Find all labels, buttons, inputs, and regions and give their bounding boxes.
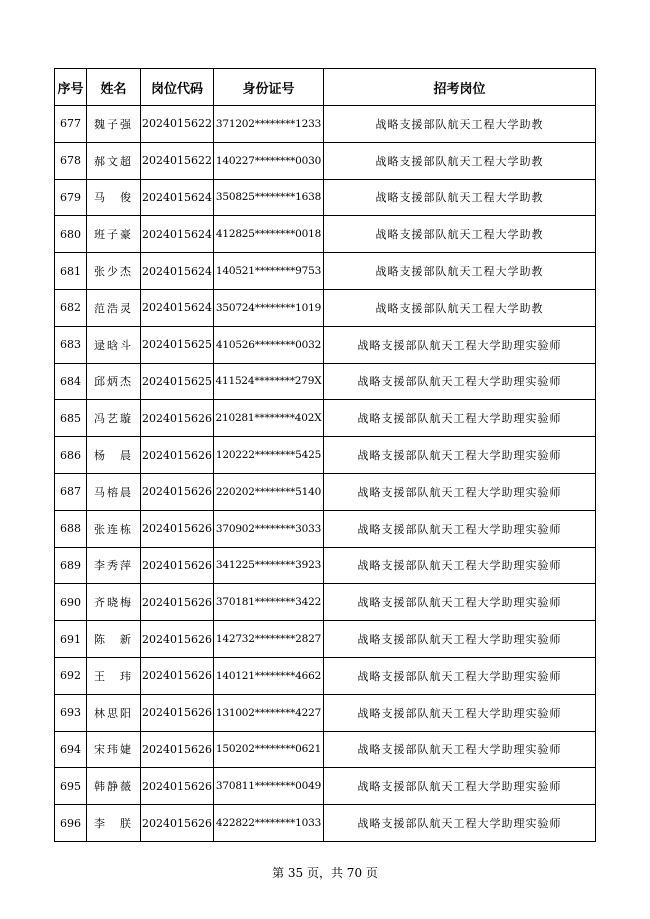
cell-serial-number: 686 [55, 437, 87, 474]
cell-recruitment-post: 战略支援部队航天工程大学助教 [324, 216, 596, 253]
table-row [55, 363, 596, 400]
cell-id-number: 411524********279X [214, 363, 324, 400]
cell-name: 张连栋 [87, 510, 141, 547]
cell-serial-number: 688 [55, 510, 87, 547]
cell-serial-number: 685 [55, 400, 87, 437]
cell-id-number: 210281********402X [214, 400, 324, 437]
cell-name: 魏子强 [87, 106, 141, 143]
cell-name: 郝文超 [87, 142, 141, 179]
cell-name: 李秀萍 [87, 547, 141, 584]
cell-post-code: 2024015626 [141, 805, 214, 842]
cell-recruitment-post: 战略支援部队航天工程大学助理实验师 [324, 621, 596, 658]
cell-id-number: 370181********3422 [214, 584, 324, 621]
cell-serial-number: 677 [55, 106, 87, 143]
cell-id-number: 140227********0030 [214, 142, 324, 179]
cell-post-code: 2024015626 [141, 437, 214, 474]
cell-id-number: 150202********0621 [214, 731, 324, 768]
cell-recruitment-post: 战略支援部队航天工程大学助理实验师 [324, 326, 596, 363]
cell-recruitment-post: 战略支援部队航天工程大学助理实验师 [324, 473, 596, 510]
cell-recruitment-post: 战略支援部队航天工程大学助理实验师 [324, 694, 596, 731]
table-row [55, 547, 596, 584]
table-row [55, 584, 596, 621]
cell-recruitment-post: 战略支援部队航天工程大学助教 [324, 106, 596, 143]
cell-id-number: 350825********1638 [214, 179, 324, 216]
cell-id-number: 370902********3033 [214, 510, 324, 547]
header-recruitment-post: 招考岗位 [324, 69, 596, 106]
cell-recruitment-post: 战略支援部队航天工程大学助理实验师 [324, 584, 596, 621]
cell-serial-number: 682 [55, 289, 87, 326]
cell-recruitment-post: 战略支援部队航天工程大学助理实验师 [324, 437, 596, 474]
table-row [55, 289, 596, 326]
table-row [55, 805, 596, 842]
cell-name: 林思阳 [87, 694, 141, 731]
cell-post-code: 2024015624 [141, 253, 214, 290]
table-row [55, 510, 596, 547]
cell-id-number: 220202********5140 [214, 473, 324, 510]
table-header-row [55, 69, 596, 106]
cell-serial-number: 692 [55, 657, 87, 694]
cell-serial-number: 679 [55, 179, 87, 216]
cell-serial-number: 696 [55, 805, 87, 842]
cell-name: 宋玮婕 [87, 731, 141, 768]
cell-post-code: 2024015625 [141, 326, 214, 363]
cell-name: 齐晓梅 [87, 584, 141, 621]
cell-id-number: 140121********4662 [214, 657, 324, 694]
cell-id-number: 142732********2827 [214, 621, 324, 658]
cell-recruitment-post: 战略支援部队航天工程大学助理实验师 [324, 547, 596, 584]
cell-name: 张少杰 [87, 253, 141, 290]
cell-id-number: 370811********0049 [214, 768, 324, 805]
cell-post-code: 2024015626 [141, 694, 214, 731]
cell-recruitment-post: 战略支援部队航天工程大学助理实验师 [324, 805, 596, 842]
cell-post-code: 2024015626 [141, 731, 214, 768]
cell-post-code: 2024015626 [141, 621, 214, 658]
cell-recruitment-post: 战略支援部队航天工程大学助理实验师 [324, 768, 596, 805]
cell-post-code: 2024015626 [141, 473, 214, 510]
table-row [55, 253, 596, 290]
table-row [55, 473, 596, 510]
cell-recruitment-post: 战略支援部队航天工程大学助教 [324, 253, 596, 290]
cell-id-number: 341225********3923 [214, 547, 324, 584]
cell-serial-number: 681 [55, 253, 87, 290]
cell-id-number: 371202********1233 [214, 106, 324, 143]
table-row [55, 400, 596, 437]
cell-name: 马榕晨 [87, 473, 141, 510]
cell-post-code: 2024015626 [141, 400, 214, 437]
table-row [55, 694, 596, 731]
cell-post-code: 2024015626 [141, 547, 214, 584]
table-row [55, 437, 596, 474]
cell-name: 邱炳杰 [87, 363, 141, 400]
cell-name: 韩静薇 [87, 768, 141, 805]
cell-name: 冯艺璇 [87, 400, 141, 437]
cell-post-code: 2024015624 [141, 179, 214, 216]
cell-recruitment-post: 战略支援部队航天工程大学助理实验师 [324, 510, 596, 547]
header-serial-number: 序号 [55, 69, 87, 106]
cell-post-code: 2024015624 [141, 289, 214, 326]
cell-recruitment-post: 战略支援部队航天工程大学助理实验师 [324, 657, 596, 694]
cell-serial-number: 684 [55, 363, 87, 400]
cell-post-code: 2024015624 [141, 216, 214, 253]
cell-id-number: 350724********1019 [214, 289, 324, 326]
table-row [55, 621, 596, 658]
cell-name: 班子豪 [87, 216, 141, 253]
page-number-footer: 第 35 页，共 70 页 [272, 866, 378, 880]
table-row [55, 326, 596, 363]
cell-id-number: 131002********4227 [214, 694, 324, 731]
cell-name: 马 俊 [87, 179, 141, 216]
table-row [55, 179, 596, 216]
cell-id-number: 140521********9753 [214, 253, 324, 290]
cell-id-number: 120222********5425 [214, 437, 324, 474]
cell-name: 范浩灵 [87, 289, 141, 326]
cell-name: 逯晗斗 [87, 326, 141, 363]
table-row [55, 768, 596, 805]
cell-recruitment-post: 战略支援部队航天工程大学助教 [324, 179, 596, 216]
cell-serial-number: 683 [55, 326, 87, 363]
table-row [55, 106, 596, 143]
cell-post-code: 2024015626 [141, 510, 214, 547]
cell-serial-number: 678 [55, 142, 87, 179]
cell-serial-number: 687 [55, 473, 87, 510]
cell-name: 王 玮 [87, 657, 141, 694]
header-post-code: 岗位代码 [141, 69, 214, 106]
header-name: 姓名 [87, 69, 141, 106]
cell-post-code: 2024015626 [141, 768, 214, 805]
cell-recruitment-post: 战略支援部队航天工程大学助理实验师 [324, 363, 596, 400]
table-row [55, 731, 596, 768]
cell-post-code: 2024015626 [141, 584, 214, 621]
cell-serial-number: 690 [55, 584, 87, 621]
table-row [55, 142, 596, 179]
header-id-number: 身份证号 [214, 69, 324, 106]
cell-id-number: 412825********0018 [214, 216, 324, 253]
cell-name: 陈 新 [87, 621, 141, 658]
cell-recruitment-post: 战略支援部队航天工程大学助理实验师 [324, 400, 596, 437]
cell-name: 杨 晨 [87, 437, 141, 474]
cell-post-code: 2024015622 [141, 142, 214, 179]
cell-recruitment-post: 战略支援部队航天工程大学助理实验师 [324, 731, 596, 768]
cell-serial-number: 691 [55, 621, 87, 658]
cell-recruitment-post: 战略支援部队航天工程大学助教 [324, 289, 596, 326]
cell-id-number: 422822********1033 [214, 805, 324, 842]
table-row [55, 216, 596, 253]
cell-name: 李 朕 [87, 805, 141, 842]
cell-post-code: 2024015626 [141, 657, 214, 694]
cell-serial-number: 694 [55, 731, 87, 768]
cell-post-code: 2024015625 [141, 363, 214, 400]
cell-id-number: 410526********0032 [214, 326, 324, 363]
table-row [55, 657, 596, 694]
cell-serial-number: 695 [55, 768, 87, 805]
cell-serial-number: 693 [55, 694, 87, 731]
cell-post-code: 2024015622 [141, 106, 214, 143]
cell-recruitment-post: 战略支援部队航天工程大学助教 [324, 142, 596, 179]
cell-serial-number: 680 [55, 216, 87, 253]
cell-serial-number: 689 [55, 547, 87, 584]
applicant-table [54, 68, 596, 842]
